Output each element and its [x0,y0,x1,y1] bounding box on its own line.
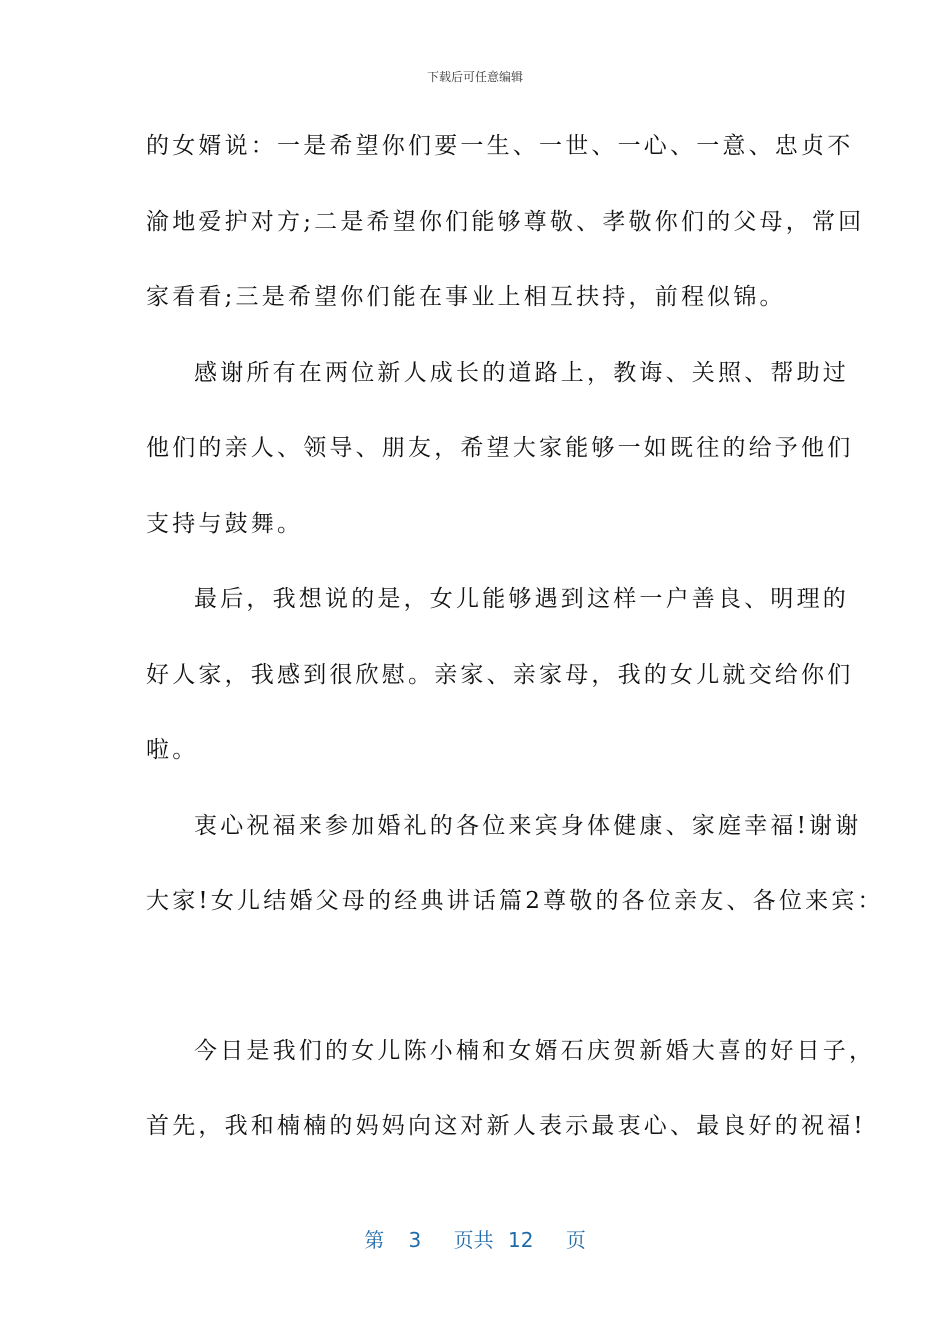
footer-word-total: 页共 [453,1228,494,1252]
text-line: 首先，我和楠楠的妈妈向这对新人表示最衷心、最良好的祝福! [146,1113,866,1139]
text-line: 大家!女儿结婚父母的经典讲话篇2尊敬的各位亲友、各位来宾： [146,888,884,914]
footer-word-page: 第 [364,1228,385,1252]
text-line: 渝地爱护对方;二是希望你们能够尊敬、孝敬你们的父母，常回 [146,208,865,235]
text-line: 今日是我们的女儿陈小楠和女婿石庆贺新婚大喜的好日子， [194,1037,876,1064]
text-line: 他们的亲人、领导、朋友，希望大家能够一如既往的给予他们 [146,435,854,461]
text-line: 衷心祝福来参加婚礼的各位来宾身体健康、家庭幸福!谢谢 [194,812,862,839]
document-body [146,118,884,1174]
text-line: 感谢所有在两位新人成长的道路上，教诲、关照、帮助过 [194,359,849,386]
footer-word-end: 页 [565,1228,586,1252]
text-line: 家看看;三是希望你们能在事业上相互扶持，前程似锦。 [146,284,786,310]
text-line: 最后，我想说的是，女儿能够遇到这样一户善良、明理的 [194,586,849,612]
header-note: 下载后可任意编辑 [426,70,523,84]
text-line: 支持与鼓舞。 [146,510,304,537]
text-line: 啦。 [146,737,199,763]
footer-total-pages: 12 [508,1228,534,1252]
text-line: 好人家，我感到很欣慰。亲家、亲家母，我的女儿就交给你们 [146,661,854,688]
text-line: 的女婿说：一是希望你们要一生、一世、一心、一意、忠贞不 [146,133,854,159]
paragraph-gap [146,949,806,1023]
page-footer [0,1224,950,1253]
footer-current-page: 3 [408,1228,422,1252]
